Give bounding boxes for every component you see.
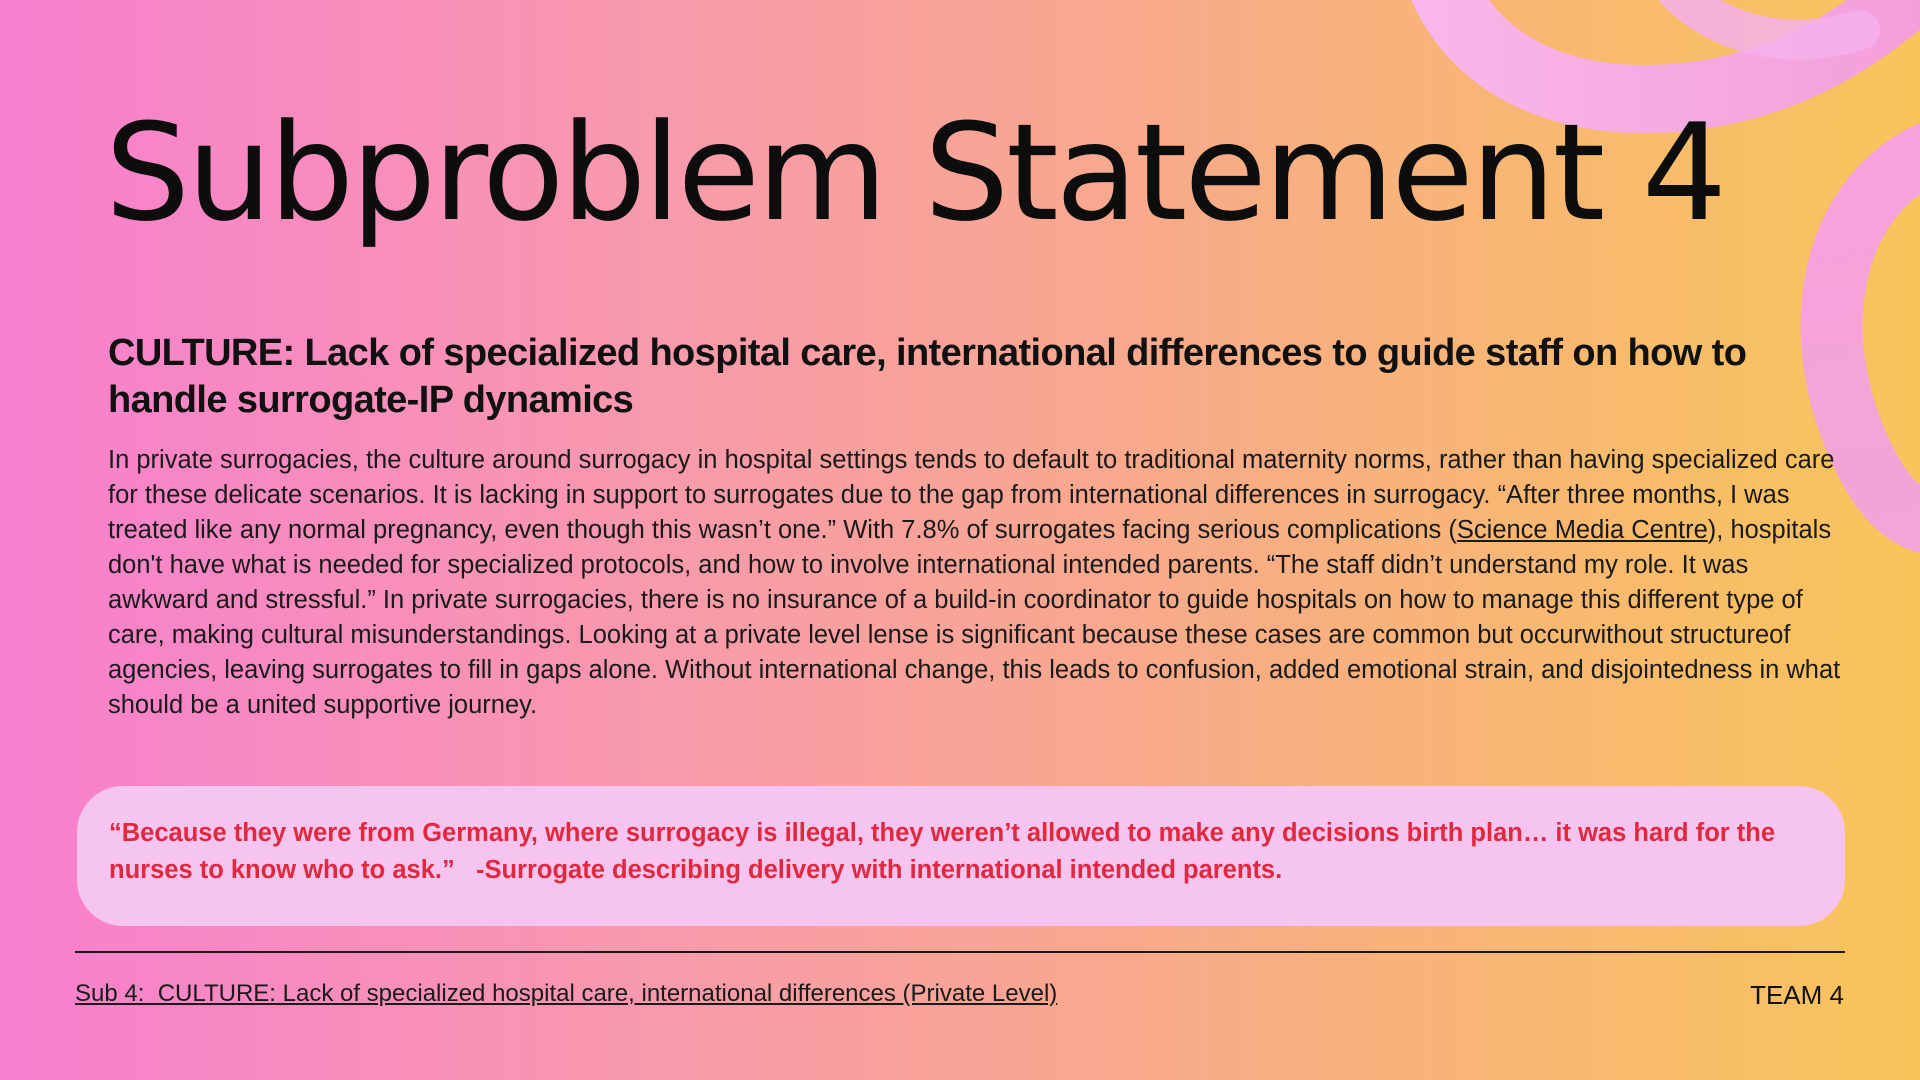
footer-sub-link[interactable]: Sub 4: CULTURE: Lack of specialized hospital care, international differences (Private Level) [75, 980, 1058, 1007]
body-text-part-1: In private surrogacies, the culture around surrogacy in hospital settings tends to default to traditional maternity norms, rather than having specialized care for these delicate scenarios. It is lacking in support to surrogates due to the gap from international differences in surrogacy. “After three months, I was treated like any normal pregnancy, even though this wasn’t one.” With 7.8% of surrogates facing serious complications ( [108, 446, 1835, 544]
surrogate-quote: “Because they were from Germany, where surrogacy is illegal, they weren’t allowed to make any decisions birth plan… it was hard for the nurses to know who to ask.” -Surrogate describing delivery with international intended parents. [109, 819, 1783, 884]
science-media-centre-link[interactable]: Science Media Centre [1456, 516, 1708, 544]
ribbon-top-right-inner [1660, 0, 1860, 40]
slide-title: Subproblem Statement 4 [105, 95, 1725, 251]
body-text-part-2: ), hospitals don't have what is needed for specialized protocols, and how to involve international intended parents. “The staff didn’t understand my role. It was awkward and stressful.” In private surrogacies, there is no insurance of a build-in coordinator to guide hospitals on how to manage this different type of care, making cultural misunderstandings. Looking at a private level lense is significant because these cases are common but occurwithout structureof agencies, leaving surrogates to fill in gaps alone. Without international change, this leads to confusion, added emotional strain, and disjointedness in what should be a united supportive journey. [108, 516, 1841, 719]
quote-callout [77, 786, 1845, 926]
subproblem-heading: CULTURE: Lack of specialized hospital care, international differences to guide staff on how to handle surrogate-IP dynamics [108, 332, 1747, 421]
body-paragraph [108, 443, 1848, 723]
team-label: TEAM 4 [1750, 980, 1844, 1010]
footer-divider [75, 951, 1845, 953]
